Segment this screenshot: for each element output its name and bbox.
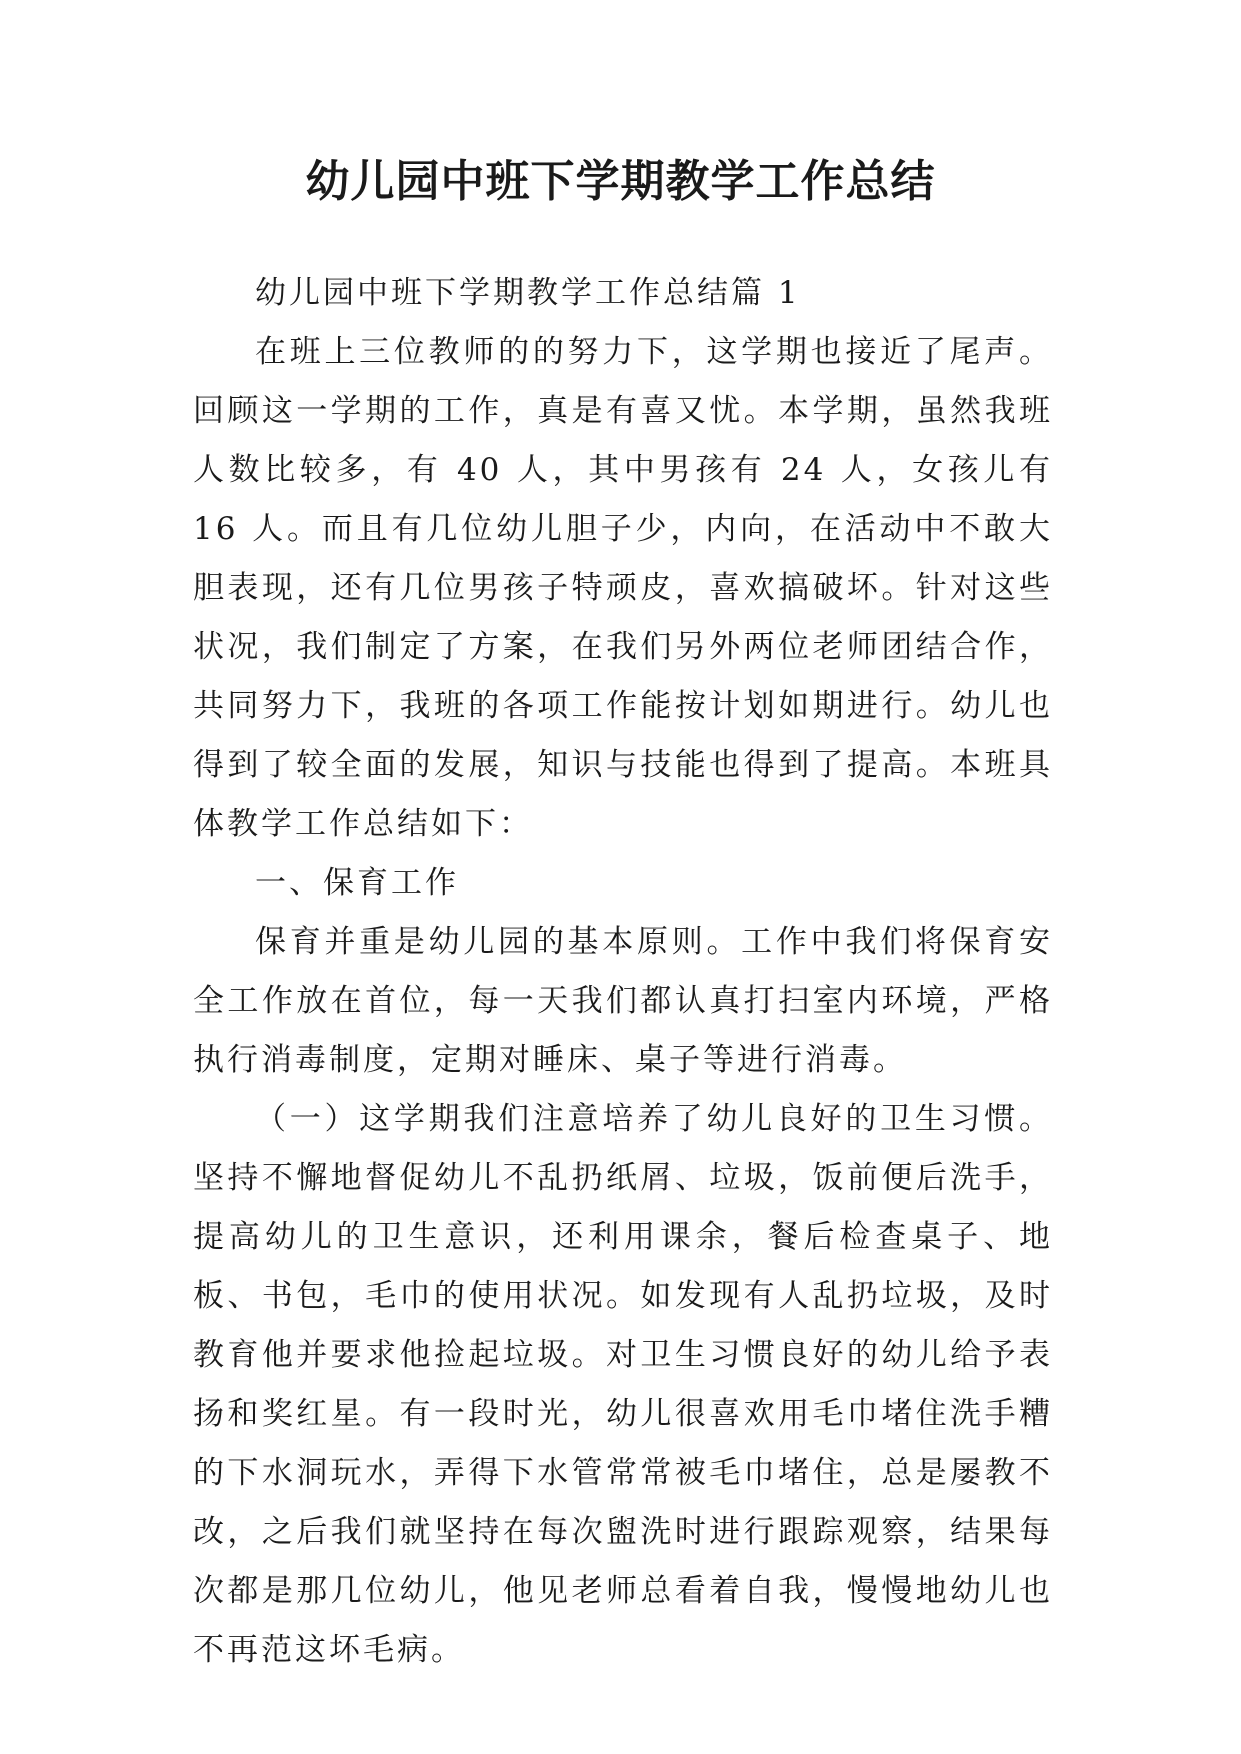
- document-title: 幼儿园中班下学期教学工作总结: [305, 156, 936, 207]
- paragraph: （一）这学期我们注意培养了幼儿良好的卫生习惯。坚持不懈地督促幼儿不乱扔纸屑、垃圾，饭前便后洗手，提高幼儿的卫生意识，还利用课余，餐后检查桌子、地板、书包，毛巾的使用状况。如发现有人乱扔垃圾，及时教育他并要求他捡起垃圾。对卫生习惯良好的幼儿给予表扬和奖红星。有一段时光，幼儿很喜欢用毛巾堵住洗手糟的下水洞玩水，弄得下水管常常被毛巾堵住，总是屡教不改，之后我们就坚持在每次盥洗时进行跟踪观察，结果每次都是那几位幼儿，他见老师总看着自我，慢慢地幼儿也不再范这坏毛病。: [193, 1101, 1053, 1668]
- paragraph: 在班上三位教师的的努力下，这学期也接近了尾声。回顾这一学期的工作，真是有喜又忧。本学期，虽然我班人数比较多，有 40 人，其中男孩有 24 人，女孩儿有 16 人。而且有几位幼儿胆子少，内向，在活动中不敢大胆表现，还有几位男孩子特顽皮，喜欢搞破坏。针对这些状况，我们制定了方案，在我们另外两位老师团结合作，共同努力下，我班的各项工作能按计划如期进行。幼儿也得到了较全面的发展，知识与技能也得到了提高。本班具体教学工作总结如下：: [193, 334, 1053, 842]
- document-body: [193, 264, 1053, 1680]
- section-heading: 幼儿园中班下学期教学工作总结篇 1: [255, 275, 801, 311]
- paragraph: 保育并重是幼儿园的基本原则。工作中我们将保育安全工作放在首位，每一天我们都认真打扫室内环境，严格执行消毒制度，定期对睡床、桌子等进行消毒。: [193, 924, 1053, 1078]
- subsection-heading: 一、保育工作: [255, 865, 459, 901]
